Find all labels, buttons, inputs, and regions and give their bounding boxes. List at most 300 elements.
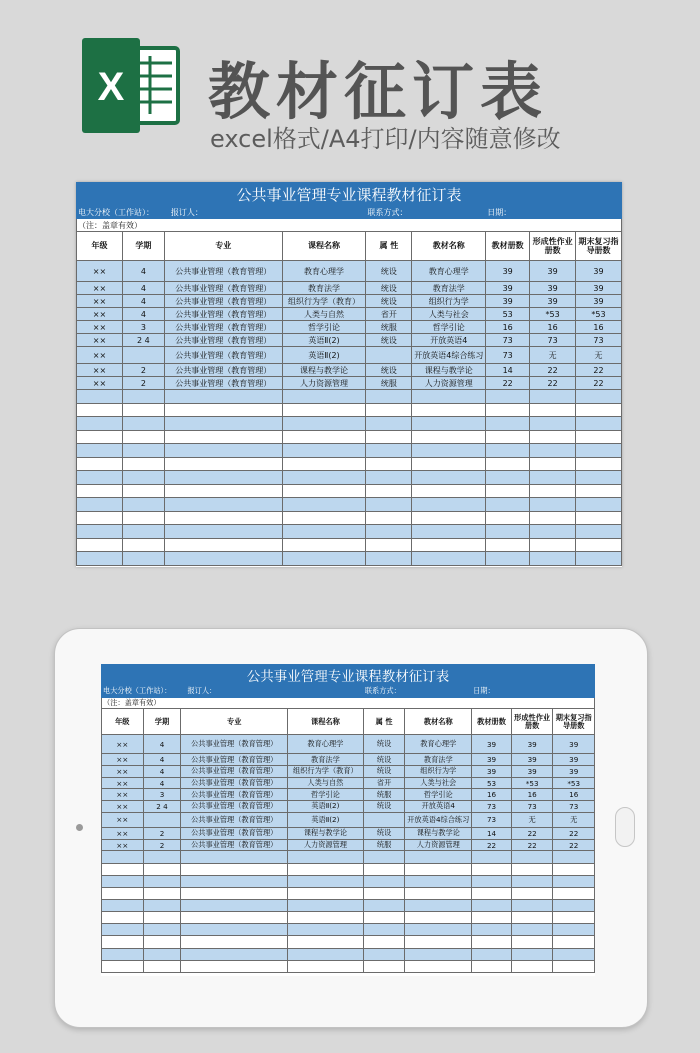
- empty-cell: [181, 924, 288, 936]
- table-cell: 公共事业管理（教育管理）: [181, 766, 288, 778]
- table-cell: 公共事业管理（教育管理）: [181, 789, 288, 801]
- table-cell: 统设: [366, 282, 412, 295]
- table-cell: 公共事业管理（教育管理）: [181, 828, 288, 840]
- empty-cell: [363, 912, 405, 924]
- table-cell: 16: [472, 789, 512, 801]
- table-row: [102, 812, 595, 827]
- empty-cell: [164, 457, 282, 471]
- table-cell: *53: [530, 308, 576, 321]
- empty-cell: [122, 552, 164, 566]
- empty-row: [102, 912, 595, 924]
- empty-cell: [366, 538, 412, 552]
- empty-cell: [472, 936, 512, 948]
- empty-row: [77, 390, 622, 404]
- table-cell: 教育心理学: [412, 261, 486, 282]
- empty-row: [102, 948, 595, 960]
- empty-cell: [486, 444, 530, 458]
- empty-cell: [102, 863, 144, 875]
- empty-cell: [553, 887, 595, 899]
- table-cell: *53: [576, 308, 622, 321]
- empty-cell: [287, 851, 363, 863]
- column-header-row: [102, 709, 595, 735]
- empty-row: [77, 484, 622, 498]
- empty-cell: [122, 471, 164, 485]
- column-header: 课程名称: [282, 232, 366, 261]
- empty-cell: [412, 444, 486, 458]
- empty-cell: [181, 960, 288, 972]
- empty-cell: [511, 924, 553, 936]
- empty-cell: [363, 887, 405, 899]
- table-cell: 统服: [363, 839, 405, 851]
- empty-cell: [576, 552, 622, 566]
- empty-cell: [287, 936, 363, 948]
- empty-cell: [405, 960, 472, 972]
- empty-cell: [511, 960, 553, 972]
- empty-cell: [530, 511, 576, 525]
- empty-cell: [102, 900, 144, 912]
- table-cell: 英语Ⅱ(2): [287, 812, 363, 827]
- empty-cell: [472, 887, 512, 899]
- empty-cell: [472, 960, 512, 972]
- column-header: 学期: [143, 709, 181, 735]
- empty-cell: [472, 912, 512, 924]
- sheet-title-row: [102, 665, 595, 686]
- empty-cell: [181, 936, 288, 948]
- empty-cell: [366, 471, 412, 485]
- table-cell: 39: [553, 754, 595, 766]
- table-cell: 人力资源管理: [287, 839, 363, 851]
- sheet-note: （注：盖章有效）: [102, 697, 595, 709]
- empty-cell: [164, 390, 282, 404]
- branch-label: 电大分校（工作站）：: [77, 206, 165, 219]
- table-cell: 开放英语4: [405, 801, 472, 813]
- table-cell: 教育法学: [287, 754, 363, 766]
- table-cell: 39: [530, 261, 576, 282]
- empty-cell: [576, 498, 622, 512]
- empty-cell: [530, 457, 576, 471]
- table-cell: ××: [102, 789, 144, 801]
- empty-cell: [530, 417, 576, 431]
- empty-cell: [181, 875, 288, 887]
- table-row: [77, 282, 622, 295]
- empty-cell: [102, 924, 144, 936]
- empty-cell: [486, 552, 530, 566]
- empty-cell: [472, 875, 512, 887]
- empty-cell: [143, 948, 181, 960]
- empty-cell: [486, 498, 530, 512]
- table-cell: 统设: [363, 735, 405, 754]
- empty-cell: [530, 403, 576, 417]
- empty-cell: [412, 457, 486, 471]
- table-cell: ××: [102, 754, 144, 766]
- sheet-info-row: [102, 686, 595, 698]
- column-header: 属 性: [363, 709, 405, 735]
- empty-cell: [511, 875, 553, 887]
- empty-cell: [164, 498, 282, 512]
- empty-cell: [143, 960, 181, 972]
- empty-row: [77, 457, 622, 471]
- table-cell: 39: [553, 766, 595, 778]
- empty-cell: [164, 417, 282, 431]
- empty-cell: [287, 924, 363, 936]
- table-cell: 公共事业管理（教育管理）: [181, 754, 288, 766]
- table-row: [102, 777, 595, 789]
- table-cell: ××: [102, 801, 144, 813]
- date-label: 日期：: [486, 206, 622, 219]
- table-cell: ××: [77, 347, 123, 364]
- empty-cell: [102, 875, 144, 887]
- empty-row: [102, 887, 595, 899]
- table-cell: 人类与社会: [405, 777, 472, 789]
- empty-cell: [412, 525, 486, 539]
- empty-cell: [366, 511, 412, 525]
- empty-cell: [472, 924, 512, 936]
- column-header: 教材名称: [412, 232, 486, 261]
- table-cell: *53: [553, 777, 595, 789]
- empty-cell: [405, 936, 472, 948]
- empty-cell: [77, 525, 123, 539]
- table-row: [102, 735, 595, 754]
- empty-row: [77, 511, 622, 525]
- table-cell: [122, 347, 164, 364]
- empty-cell: [486, 417, 530, 431]
- empty-cell: [366, 552, 412, 566]
- empty-cell: [576, 390, 622, 404]
- branch-label: 电大分校（工作站）：: [102, 686, 181, 698]
- empty-cell: [363, 875, 405, 887]
- empty-cell: [282, 525, 366, 539]
- table-cell: 公共事业管理（教育管理）: [164, 334, 282, 347]
- empty-row: [77, 471, 622, 485]
- empty-cell: [102, 960, 144, 972]
- empty-cell: [122, 403, 164, 417]
- table-cell: 哲学引论: [412, 321, 486, 334]
- empty-cell: [287, 875, 363, 887]
- empty-cell: [486, 471, 530, 485]
- table-cell: 16: [530, 321, 576, 334]
- empty-cell: [287, 887, 363, 899]
- empty-cell: [405, 948, 472, 960]
- table-cell: 3: [143, 789, 181, 801]
- table-cell: 省开: [363, 777, 405, 789]
- table-cell: 39: [486, 295, 530, 308]
- table-cell: ××: [102, 828, 144, 840]
- empty-cell: [530, 484, 576, 498]
- empty-row: [102, 863, 595, 875]
- table-cell: 22: [553, 839, 595, 851]
- empty-cell: [530, 430, 576, 444]
- table-cell: 4: [143, 766, 181, 778]
- column-header: 年级: [102, 709, 144, 735]
- table-cell: 公共事业管理（教育管理）: [164, 347, 282, 364]
- empty-cell: [181, 887, 288, 899]
- empty-cell: [553, 851, 595, 863]
- empty-cell: [486, 457, 530, 471]
- table-cell: 39: [553, 735, 595, 754]
- table-cell: 22: [511, 828, 553, 840]
- table-cell: 公共事业管理（教育管理）: [164, 321, 282, 334]
- table-row: [77, 364, 622, 377]
- table-cell: 16: [511, 789, 553, 801]
- table-cell: ××: [102, 766, 144, 778]
- empty-cell: [366, 430, 412, 444]
- empty-cell: [412, 403, 486, 417]
- column-header: 专业: [164, 232, 282, 261]
- empty-cell: [366, 484, 412, 498]
- table-cell: 统设: [363, 754, 405, 766]
- table-cell: ××: [102, 839, 144, 851]
- table-cell: 教育法学: [405, 754, 472, 766]
- empty-cell: [366, 525, 412, 539]
- empty-cell: [363, 924, 405, 936]
- table-cell: 39: [576, 295, 622, 308]
- table-cell: 14: [472, 828, 512, 840]
- empty-cell: [77, 484, 123, 498]
- table-cell: 39: [576, 261, 622, 282]
- empty-cell: [287, 863, 363, 875]
- empty-cell: [77, 511, 123, 525]
- order-table: [76, 182, 622, 566]
- empty-row: [102, 924, 595, 936]
- table-cell: 39: [530, 295, 576, 308]
- sheet-title: 公共事业管理专业课程教材征订表: [77, 183, 622, 206]
- sheet-info-row: [77, 206, 622, 219]
- empty-cell: [77, 430, 123, 444]
- empty-cell: [122, 511, 164, 525]
- empty-cell: [164, 511, 282, 525]
- empty-cell: [576, 538, 622, 552]
- empty-cell: [553, 912, 595, 924]
- empty-row: [102, 936, 595, 948]
- excel-icon: [80, 38, 180, 133]
- table-cell: 课程与教学论: [405, 828, 472, 840]
- table-cell: 39: [486, 282, 530, 295]
- table-cell: ××: [77, 364, 123, 377]
- tablet-camera: [76, 824, 83, 831]
- empty-cell: [122, 390, 164, 404]
- empty-cell: [181, 912, 288, 924]
- table-row: [102, 839, 595, 851]
- empty-cell: [412, 538, 486, 552]
- table-cell: 39: [472, 754, 512, 766]
- table-cell: [366, 347, 412, 364]
- table-cell: 22: [576, 364, 622, 377]
- empty-cell: [405, 912, 472, 924]
- empty-cell: [576, 511, 622, 525]
- empty-cell: [412, 484, 486, 498]
- empty-cell: [405, 887, 472, 899]
- page-subtitle: excel格式/A4打印/内容随意修改: [210, 125, 561, 153]
- empty-cell: [486, 511, 530, 525]
- empty-cell: [122, 498, 164, 512]
- column-header: 形成性作业册数: [530, 232, 576, 261]
- table-cell: 组织行为学: [412, 295, 486, 308]
- empty-cell: [511, 863, 553, 875]
- table-cell: 4: [122, 308, 164, 321]
- table-cell: 开放英语4: [412, 334, 486, 347]
- empty-cell: [363, 948, 405, 960]
- empty-cell: [576, 525, 622, 539]
- empty-cell: [363, 863, 405, 875]
- table-row: [77, 334, 622, 347]
- empty-cell: [181, 863, 288, 875]
- table-cell: 22: [553, 828, 595, 840]
- table-row: [102, 789, 595, 801]
- empty-cell: [102, 948, 144, 960]
- empty-cell: [472, 948, 512, 960]
- table-cell: 2: [122, 364, 164, 377]
- empty-cell: [143, 900, 181, 912]
- table-cell: 39: [486, 261, 530, 282]
- empty-cell: [405, 900, 472, 912]
- table-cell: ××: [102, 812, 144, 827]
- table-cell: 人类与自然: [287, 777, 363, 789]
- empty-cell: [77, 471, 123, 485]
- empty-cell: [282, 511, 366, 525]
- table-row: [77, 321, 622, 334]
- table-cell: 无: [511, 812, 553, 827]
- empty-cell: [363, 960, 405, 972]
- empty-cell: [405, 875, 472, 887]
- empty-cell: [412, 552, 486, 566]
- empty-cell: [282, 538, 366, 552]
- table-cell: 人力资源管理: [412, 377, 486, 390]
- table-cell: 统设: [363, 766, 405, 778]
- sheet-note: （注：盖章有效）: [77, 219, 622, 232]
- empty-cell: [576, 417, 622, 431]
- banner: [0, 0, 700, 165]
- empty-cell: [77, 457, 123, 471]
- empty-cell: [143, 924, 181, 936]
- table-cell: 组织行为学（教育）: [282, 295, 366, 308]
- table-row: [77, 347, 622, 364]
- table-cell: 73: [486, 334, 530, 347]
- empty-cell: [553, 936, 595, 948]
- table-cell: 英语Ⅱ(2): [282, 334, 366, 347]
- table-cell: 英语Ⅱ(2): [282, 347, 366, 364]
- table-cell: 公共事业管理（教育管理）: [181, 777, 288, 789]
- table-cell: 公共事业管理（教育管理）: [164, 295, 282, 308]
- column-header: 教材册数: [472, 709, 512, 735]
- table-cell: 39: [511, 735, 553, 754]
- table-cell: 4: [143, 777, 181, 789]
- empty-cell: [553, 875, 595, 887]
- empty-row: [102, 851, 595, 863]
- empty-cell: [77, 552, 123, 566]
- empty-cell: [102, 887, 144, 899]
- table-cell: 73: [576, 334, 622, 347]
- empty-cell: [181, 948, 288, 960]
- table-cell: 4: [143, 735, 181, 754]
- empty-cell: [164, 430, 282, 444]
- table-cell: ××: [77, 377, 123, 390]
- table-cell: 公共事业管理（教育管理）: [164, 377, 282, 390]
- empty-cell: [102, 851, 144, 863]
- table-cell: 16: [576, 321, 622, 334]
- table-row: [102, 754, 595, 766]
- table-cell: 人力资源管理: [405, 839, 472, 851]
- empty-cell: [405, 863, 472, 875]
- column-header: 期末复习指导册数: [576, 232, 622, 261]
- empty-cell: [412, 498, 486, 512]
- table-cell: 教育心理学: [287, 735, 363, 754]
- empty-cell: [77, 390, 123, 404]
- table-cell: 22: [472, 839, 512, 851]
- table-cell: ××: [102, 735, 144, 754]
- empty-cell: [511, 912, 553, 924]
- table-cell: 39: [511, 766, 553, 778]
- empty-cell: [511, 900, 553, 912]
- empty-cell: [486, 538, 530, 552]
- empty-cell: [486, 525, 530, 539]
- empty-cell: [143, 875, 181, 887]
- column-header: 课程名称: [287, 709, 363, 735]
- table-cell: 公共事业管理（教育管理）: [164, 282, 282, 295]
- table-cell: 统服: [363, 789, 405, 801]
- contact-label: 联系方式：: [363, 686, 471, 698]
- empty-cell: [486, 430, 530, 444]
- table-cell: 教育法学: [412, 282, 486, 295]
- table-cell: 16: [553, 789, 595, 801]
- empty-cell: [143, 936, 181, 948]
- table-cell: ××: [102, 777, 144, 789]
- table-cell: 22: [530, 377, 576, 390]
- empty-row: [102, 900, 595, 912]
- empty-cell: [366, 403, 412, 417]
- empty-cell: [511, 887, 553, 899]
- table-cell: 英语Ⅱ(2): [287, 801, 363, 813]
- empty-cell: [412, 511, 486, 525]
- empty-cell: [366, 457, 412, 471]
- table-cell: *53: [511, 777, 553, 789]
- empty-cell: [530, 444, 576, 458]
- table-row: [102, 828, 595, 840]
- empty-cell: [102, 912, 144, 924]
- table-cell: 统设: [363, 801, 405, 813]
- table-cell: 73: [486, 347, 530, 364]
- empty-cell: [530, 471, 576, 485]
- table-cell: 39: [576, 282, 622, 295]
- empty-cell: [553, 900, 595, 912]
- empty-cell: [282, 498, 366, 512]
- empty-cell: [366, 390, 412, 404]
- empty-cell: [102, 936, 144, 948]
- table-cell: 统设: [366, 334, 412, 347]
- empty-cell: [366, 444, 412, 458]
- empty-cell: [366, 498, 412, 512]
- empty-cell: [486, 390, 530, 404]
- empty-cell: [363, 900, 405, 912]
- table-cell: 组织行为学（教育）: [287, 766, 363, 778]
- table-row: [77, 261, 622, 282]
- sheet-title: 公共事业管理专业课程教材征订表: [102, 665, 595, 686]
- column-header: 专业: [181, 709, 288, 735]
- table-cell: 53: [472, 777, 512, 789]
- empty-cell: [164, 403, 282, 417]
- empty-cell: [412, 417, 486, 431]
- table-cell: 开放英语4综合练习: [405, 812, 472, 827]
- table-cell: 哲学引论: [282, 321, 366, 334]
- table-cell: 4: [143, 754, 181, 766]
- table-cell: 公共事业管理（教育管理）: [181, 801, 288, 813]
- table-cell: 73: [511, 801, 553, 813]
- empty-cell: [576, 403, 622, 417]
- table-cell: 2: [122, 377, 164, 390]
- empty-cell: [472, 900, 512, 912]
- table-cell: 39: [472, 735, 512, 754]
- reporter-label: 报订人：: [181, 686, 363, 698]
- empty-cell: [282, 471, 366, 485]
